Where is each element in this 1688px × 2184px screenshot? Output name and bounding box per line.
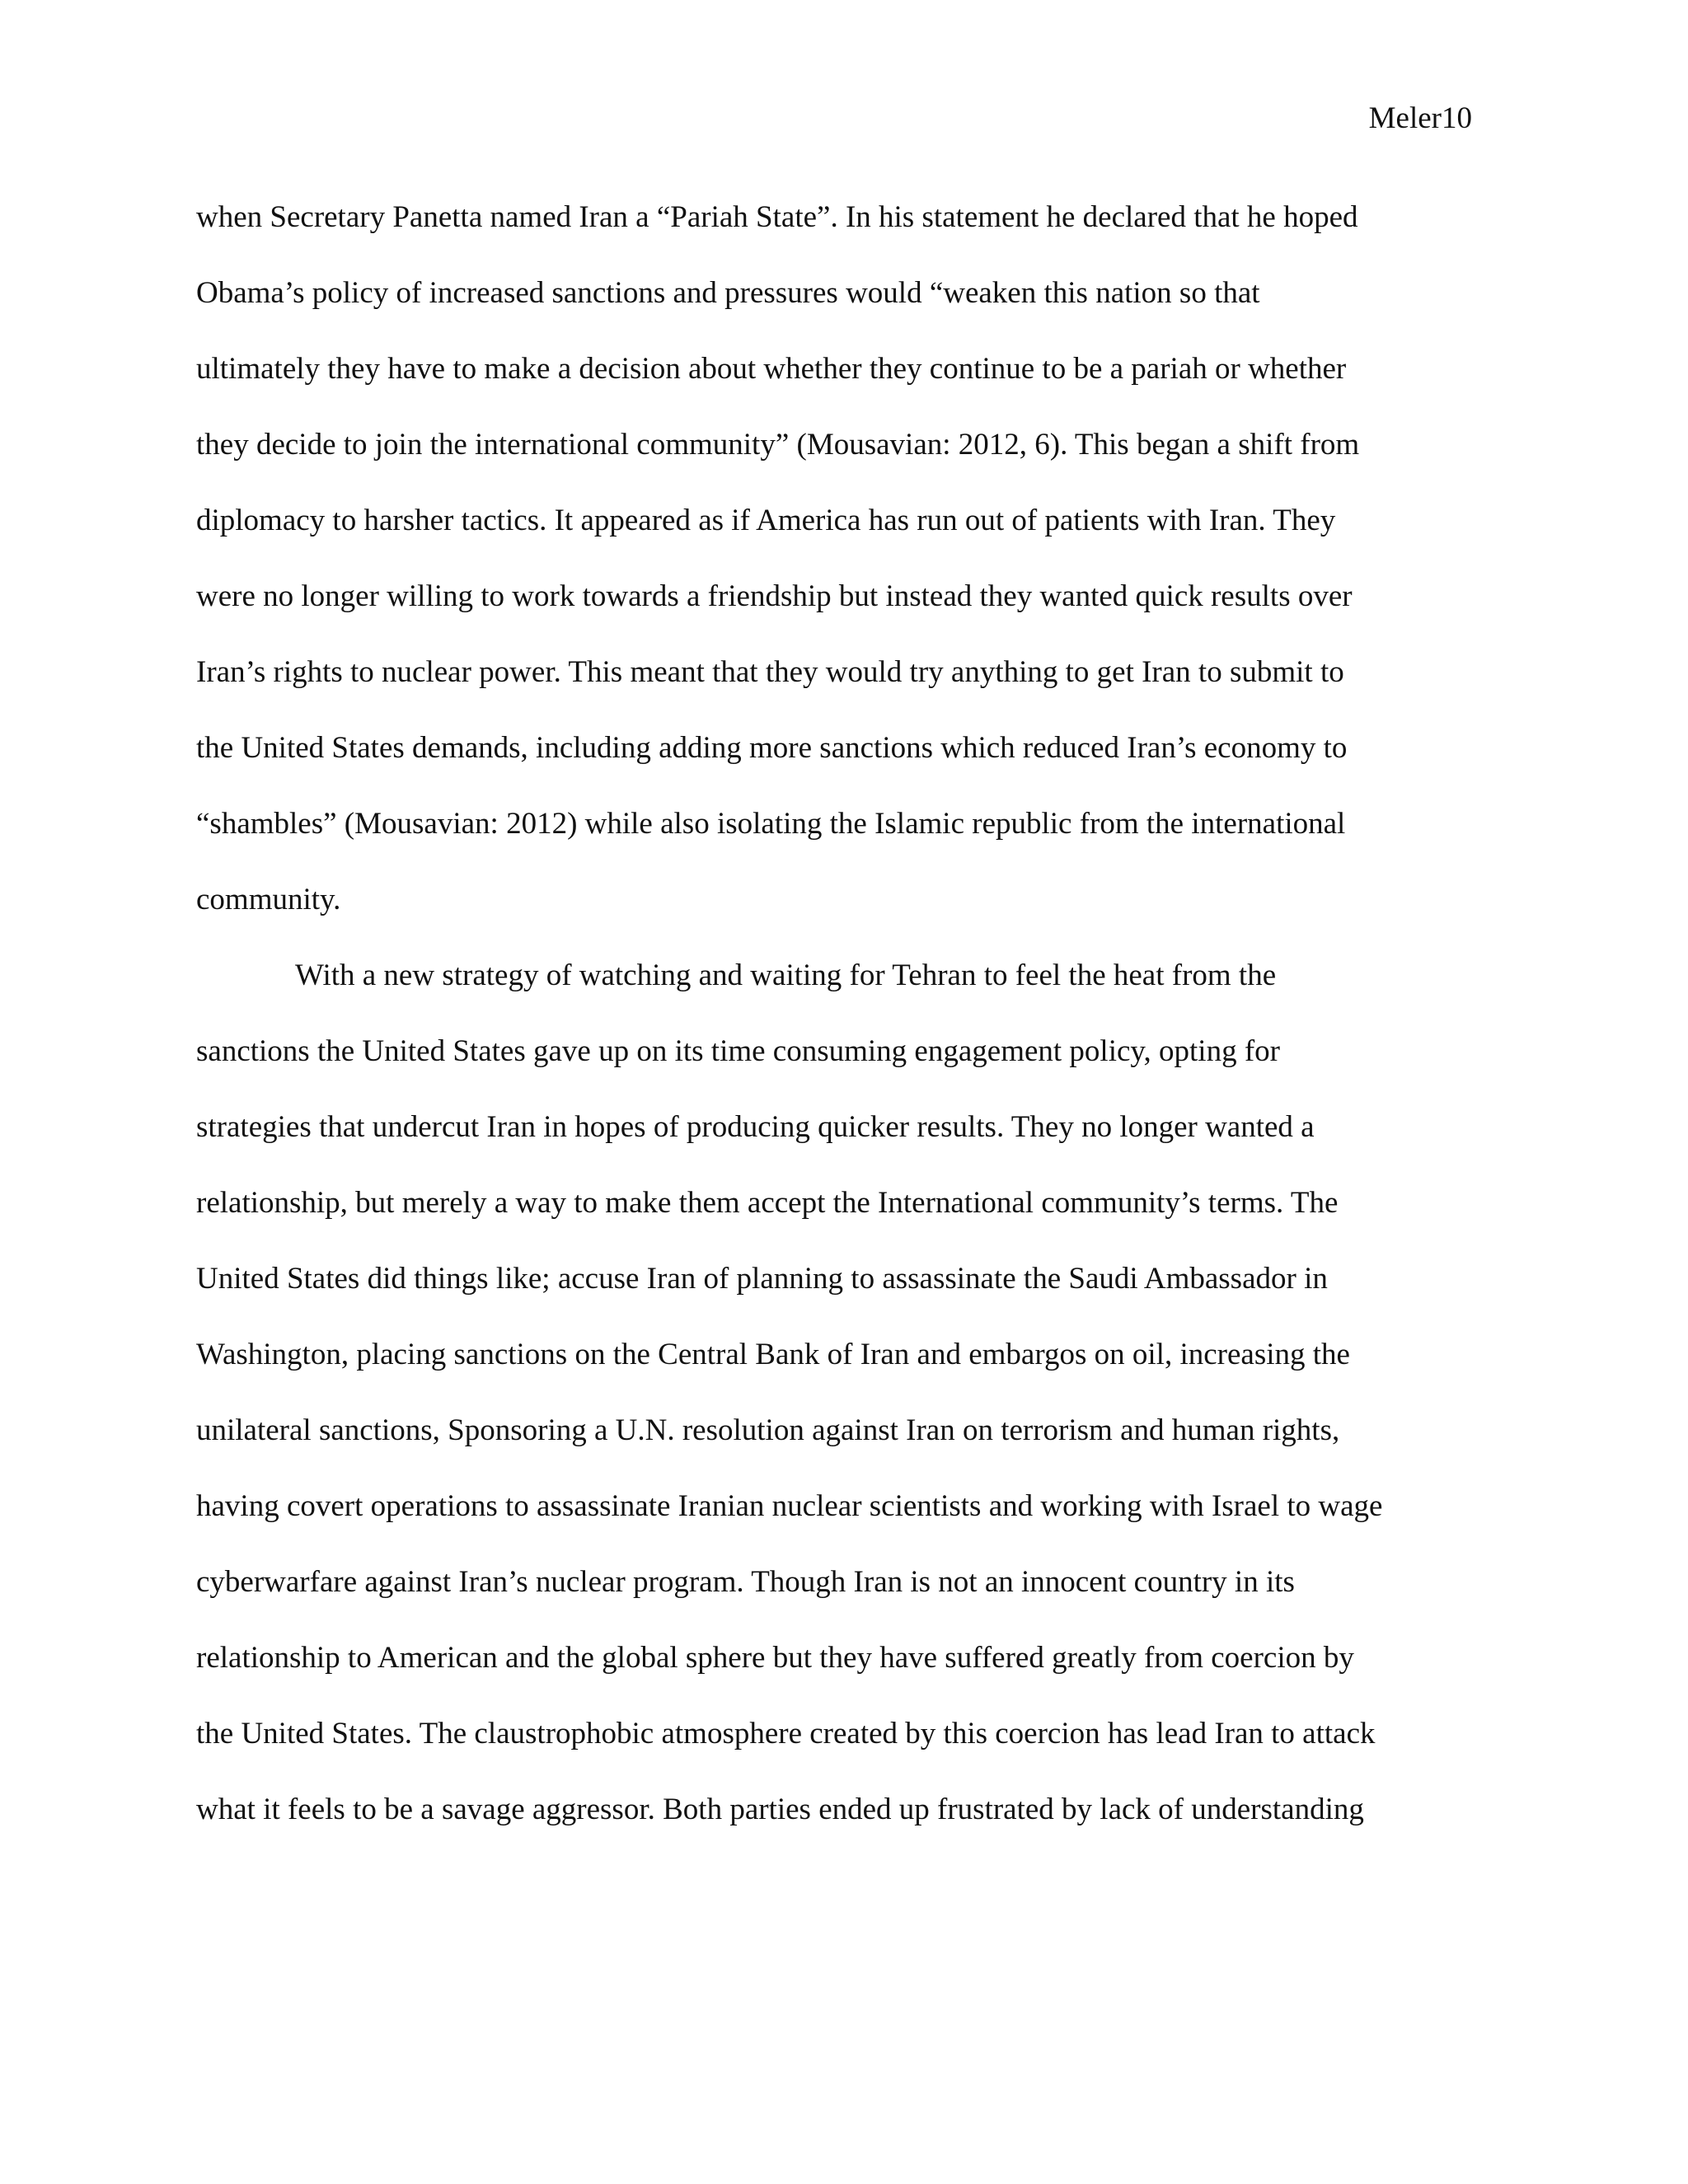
text-line: the United States demands, including adding more sanctions which reduced Iran’s economy to	[196, 731, 1348, 765]
text-line: cyberwarfare against Iran’s nuclear program. Though Iran is not an innocent country in its	[196, 1565, 1295, 1599]
text-line: they decide to join the international community” (Mousavian: 2012, 6). This began a shift from	[196, 428, 1360, 462]
text-line: having covert operations to assassinate Iranian nuclear scientists and working with Israel to wage	[196, 1489, 1383, 1523]
text-line: sanctions the United States gave up on its time consuming engagement policy, opting for	[196, 1034, 1280, 1068]
text-line: diplomacy to harsher tactics. It appeared as if America has run out of patients with Iran. They	[196, 504, 1336, 537]
text-line: Obama’s policy of increased sanctions and pressures would “weaken this nation so that	[196, 276, 1260, 310]
text-line: strategies that undercut Iran in hopes of producing quicker results. They no longer wanted a	[196, 1110, 1315, 1144]
paragraph-first-line: With a new strategy of watching and waiting for Tehran to feel the heat from the	[295, 958, 1277, 992]
text-line: United States did things like; accuse Iran of planning to assassinate the Saudi Ambassador in	[196, 1262, 1328, 1296]
body-text	[196, 199, 1482, 1868]
text-line: when Secretary Panetta named Iran a “Pariah State”. In his statement he declared that he hoped	[196, 200, 1358, 234]
text-line: relationship to American and the global sphere but they have suffered greatly from coercion by	[196, 1641, 1354, 1675]
page-header-number: Meler10	[1368, 101, 1472, 135]
text-line: what it feels to be a savage aggressor. Both parties ended up frustrated by lack of understanding	[196, 1793, 1364, 1826]
text-line: ultimately they have to make a decision about whether they continue to be a pariah or whether	[196, 352, 1347, 386]
text-line: Washington, placing sanctions on the Central Bank of Iran and embargos on oil, increasing the	[196, 1338, 1350, 1371]
text-line: Iran’s rights to nuclear power. This meant that they would try anything to get Iran to submit to	[196, 655, 1344, 689]
text-line: community.	[196, 883, 341, 916]
text-line: the United States. The claustrophobic atmosphere created by this coercion has lead Iran to attack	[196, 1717, 1376, 1750]
text-line: were no longer willing to work towards a friendship but instead they wanted quick results over	[196, 579, 1353, 613]
text-line: “shambles” (Mousavian: 2012) while also isolating the Islamic republic from the international	[196, 807, 1346, 841]
text-line: relationship, but merely a way to make them accept the International community’s terms. The	[196, 1186, 1339, 1220]
text-line: unilateral sanctions, Sponsoring a U.N. resolution against Iran on terrorism and human rights,	[196, 1413, 1340, 1447]
